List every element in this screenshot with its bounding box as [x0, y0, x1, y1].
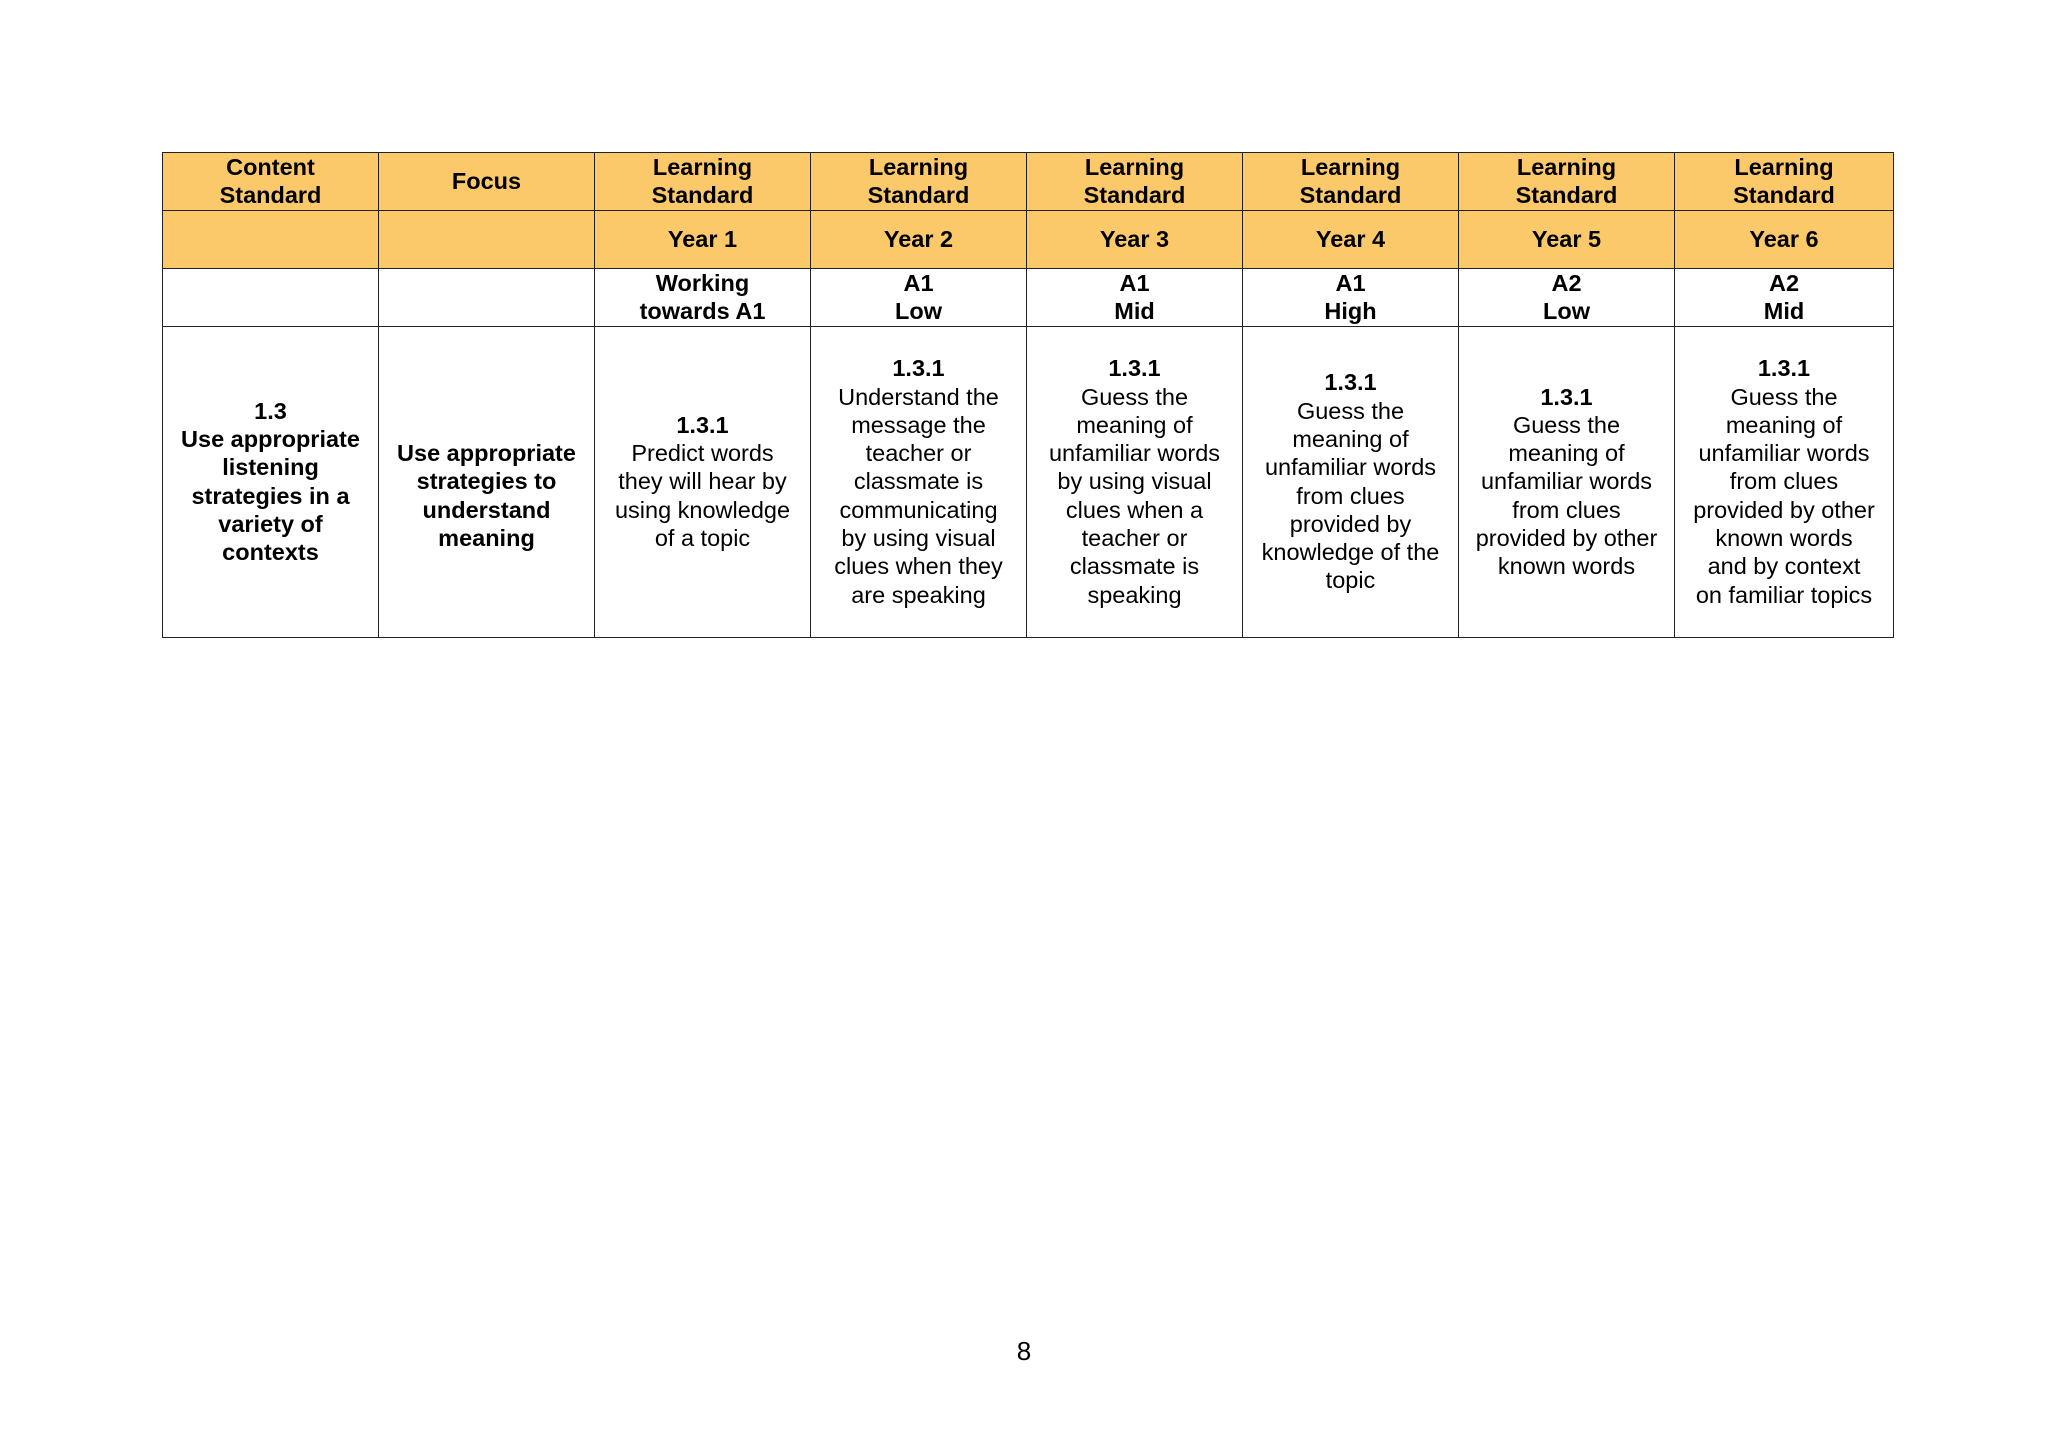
learning-standard-header: Learning Standard — [811, 153, 1027, 211]
learning-standard-header: Learning Standard — [595, 153, 811, 211]
page-number: 8 — [1016, 1336, 1032, 1366]
year-label: Year 4 — [1243, 210, 1459, 268]
focus-header: Focus — [379, 153, 595, 211]
learning-standard-cell-year-4: 1.3.1 Guess the meaning of unfamiliar words from clues provided by knowledge of the topic — [1243, 326, 1459, 637]
cefr-level-row — [163, 268, 1894, 326]
learning-standard-header: Learning Standard — [1027, 153, 1243, 211]
learning-standard-code: 1.3.1 — [1108, 355, 1161, 382]
year-label: Year 1 — [595, 210, 811, 268]
year-label: Year 6 — [1675, 210, 1894, 268]
learning-standards-table — [162, 152, 1894, 638]
cefr-level: A1 Low — [811, 268, 1027, 326]
cefr-level: Working towards A1 — [595, 268, 811, 326]
empty-cell — [163, 210, 379, 268]
empty-cell — [379, 210, 595, 268]
learning-standard-header: Learning Standard — [1243, 153, 1459, 211]
learning-standard-code: 1.3.1 — [892, 355, 945, 382]
learning-standard-cell-year-6: 1.3.1 Guess the meaning of unfamiliar words from clues provided by other known words and by context on familiar topics — [1675, 326, 1894, 637]
cefr-level: A2 Low — [1459, 268, 1675, 326]
learning-standard-header: Learning Standard — [1675, 153, 1894, 211]
empty-cell — [163, 268, 379, 326]
empty-cell — [379, 268, 595, 326]
content-standard-header: Content Standard — [163, 153, 379, 211]
year-row — [163, 210, 1894, 268]
content-standard-code: 1.3 — [254, 397, 287, 424]
learning-standard-cell-year-3: 1.3.1 Guess the meaning of unfamiliar words by using visual clues when a teacher or classmate is speaking — [1027, 326, 1243, 637]
year-label: Year 2 — [811, 210, 1027, 268]
learning-standard-cell-year-2: 1.3.1 Understand the message the teacher or classmate is communicating by using visual clues when they are speaking — [811, 326, 1027, 637]
content-standard-cell: 1.3 Use appropriate listening strategies in a variety of contexts — [163, 326, 379, 637]
learning-standard-cell-year-5: 1.3.1 Guess the meaning of unfamiliar words from clues provided by other known words — [1459, 326, 1675, 637]
learning-standard-code: 1.3.1 — [676, 411, 729, 438]
learning-standard-code: 1.3.1 — [1757, 355, 1811, 382]
year-label: Year 3 — [1027, 210, 1243, 268]
cefr-level: A1 High — [1243, 268, 1459, 326]
header-row — [163, 153, 1894, 211]
cefr-level: A2 Mid — [1675, 268, 1894, 326]
focus-cell: Use appropriate strategies to understand meaning — [379, 326, 595, 637]
year-label: Year 5 — [1459, 210, 1675, 268]
learning-standard-cell-year-1: 1.3.1 Predict words they will hear by using knowledge of a topic — [595, 326, 811, 637]
learning-standard-code: 1.3.1 — [1324, 369, 1377, 396]
learning-standard-code: 1.3.1 — [1540, 383, 1593, 410]
cefr-level: A1 Mid — [1027, 268, 1243, 326]
standard-detail-row — [163, 326, 1894, 637]
learning-standard-header: Learning Standard — [1459, 153, 1675, 211]
